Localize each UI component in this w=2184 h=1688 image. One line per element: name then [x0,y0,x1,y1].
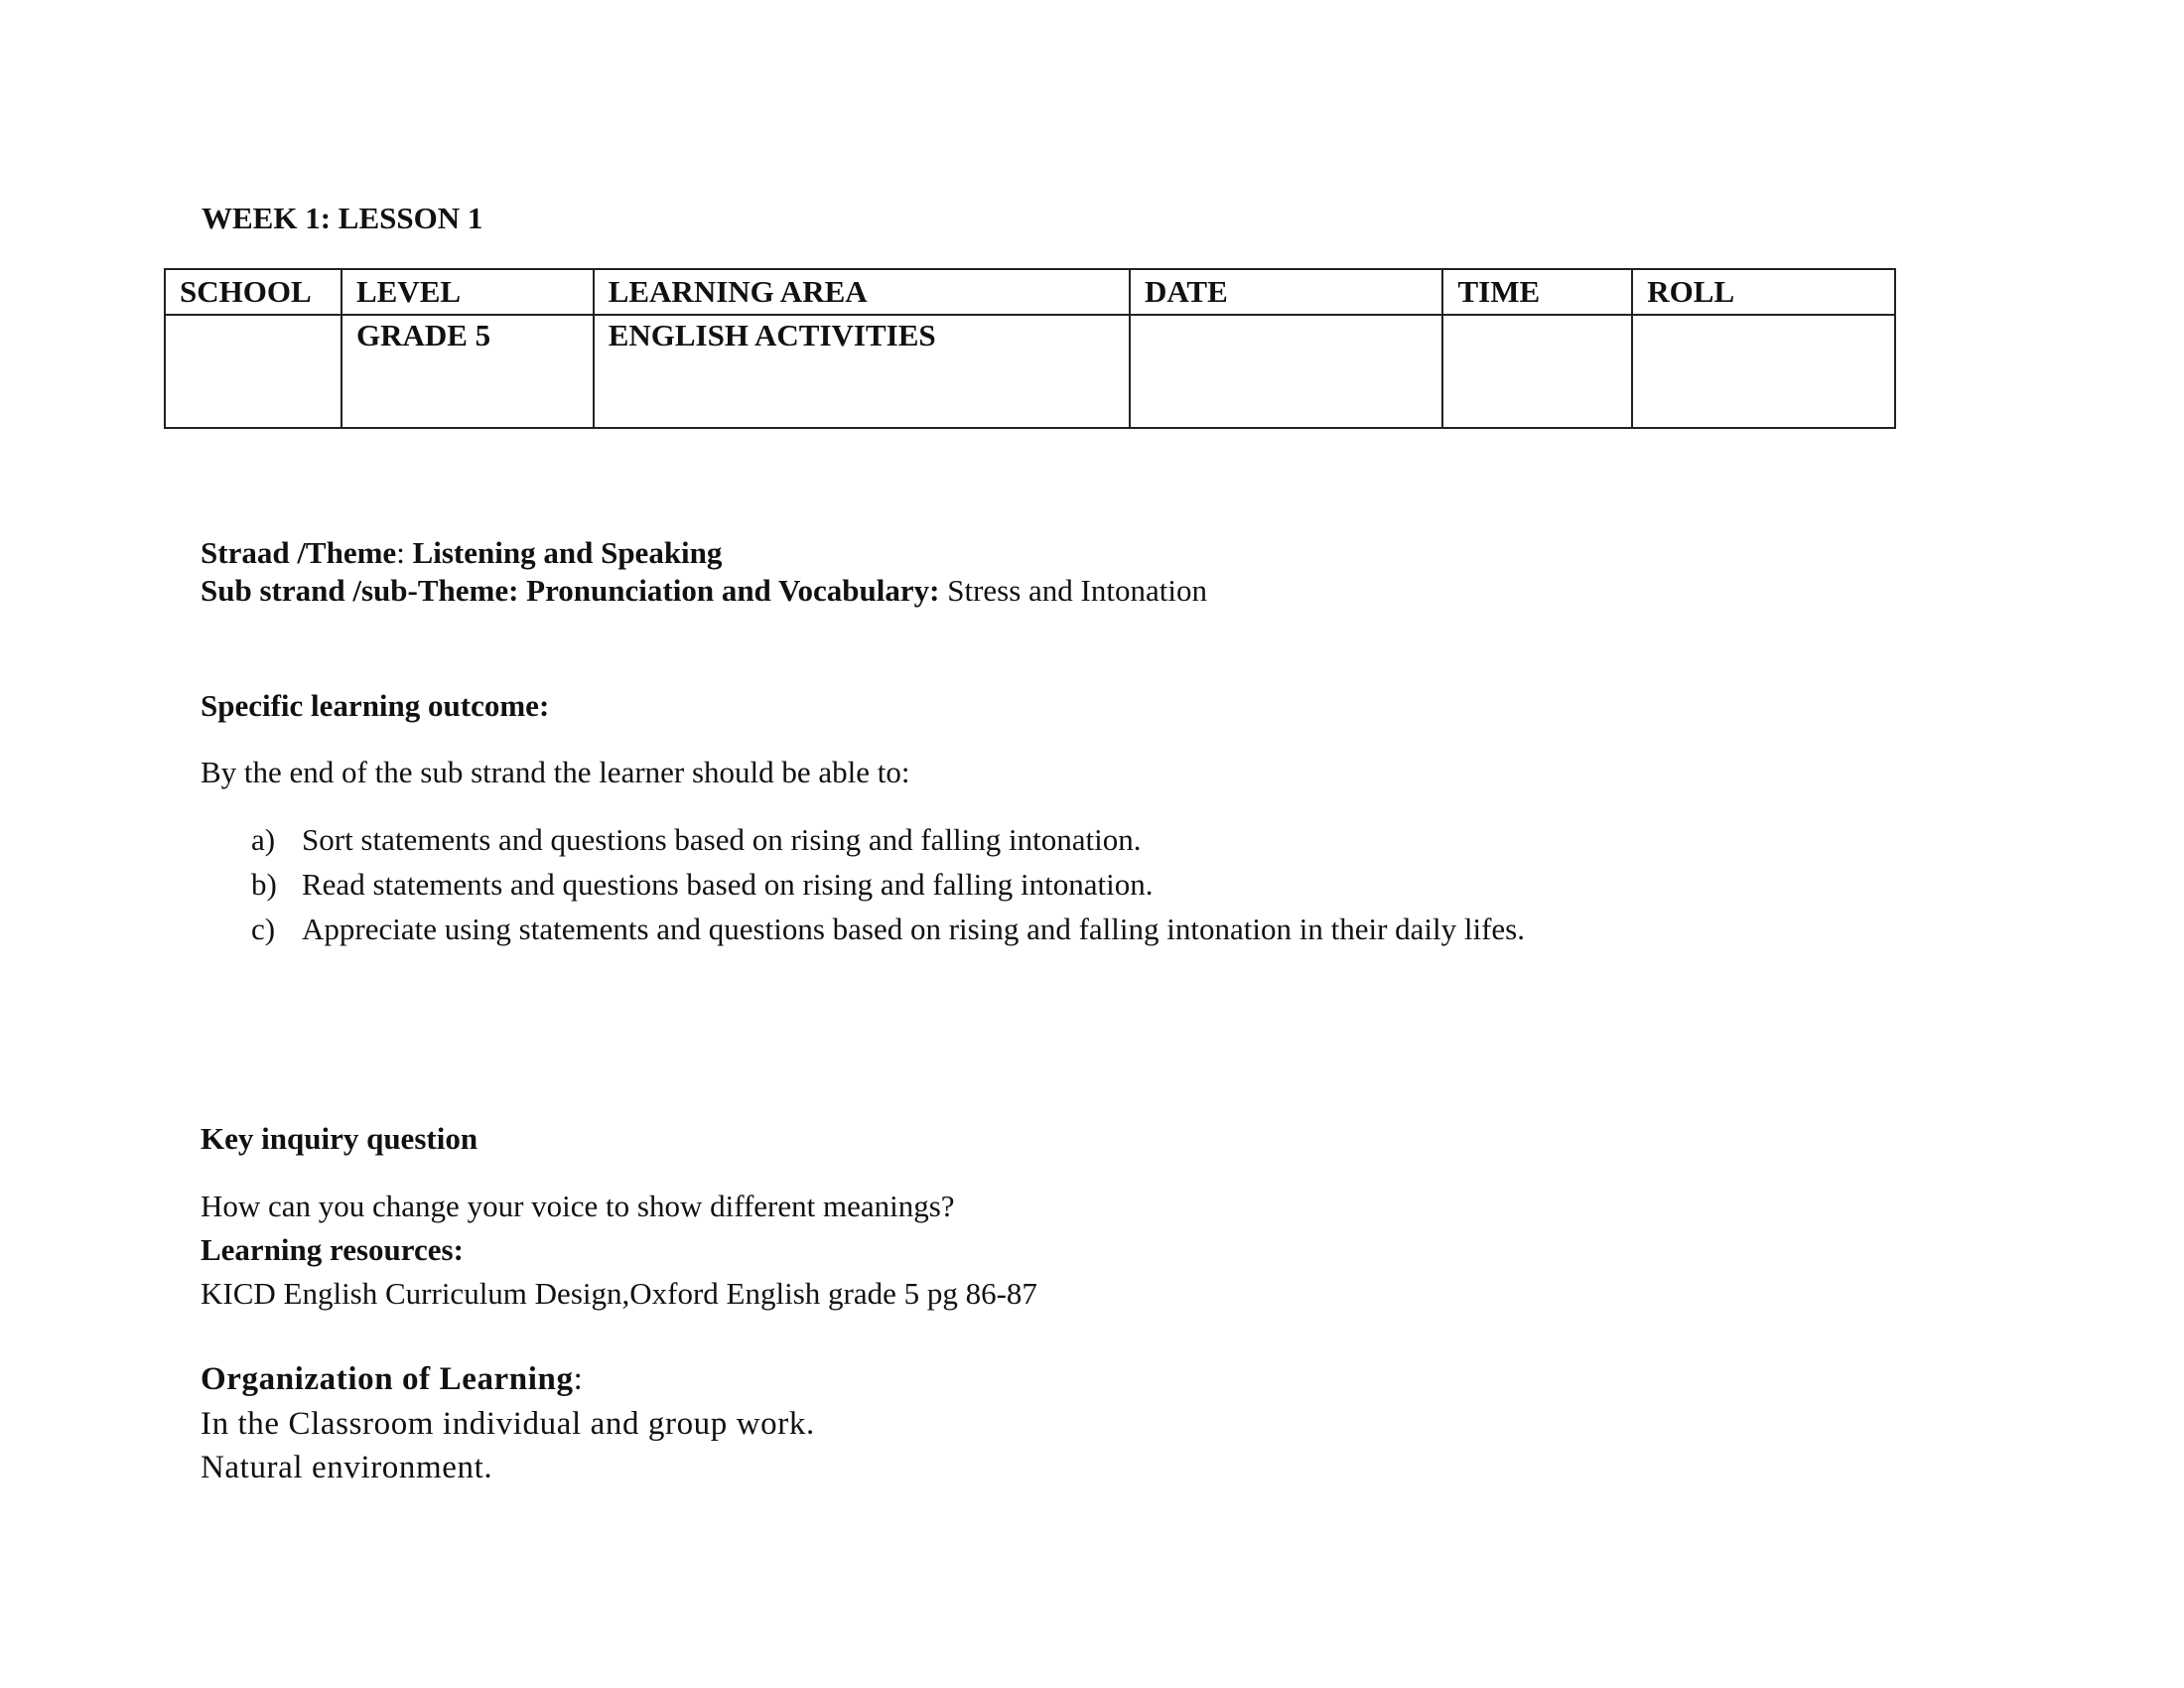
strand-value: Listening and Speaking [404,535,723,570]
outcome-item-b: Read statements and questions based on rising and falling intonation. [302,867,1154,902]
lesson-title: WEEK 1: LESSON 1 [202,201,483,235]
sub-strand-label: Sub strand /sub-Theme: Pronunciation and Vocabulary: [201,573,940,608]
outcome-item-a: Sort statements and questions based on rising and falling intonation. [302,822,1142,857]
outcome-item-c: Appreciate using statements and questions based on rising and falling intonation in their daily lifes. [302,912,1525,946]
organization-heading-line [201,1361,583,1398]
cell-school [165,315,341,428]
outcome-heading: Specific learning outcome: [201,688,550,723]
header-date: DATE [1130,269,1443,315]
organization-line-1: In the Classroom individual and group work. [201,1406,815,1442]
outcome-marker-c: c) [251,912,276,946]
header-learning-area: LEARNING AREA [594,269,1130,315]
cell-learning-area: ENGLISH ACTIVITIES [594,315,1130,428]
cell-roll [1632,315,1895,428]
lesson-info-table [164,268,1896,429]
header-school: SCHOOL [165,269,341,315]
organization-heading: Organization of Learning [201,1361,574,1397]
resources-heading: Learning resources: [201,1232,464,1267]
strand-colon: : [396,535,405,570]
sub-strand-value: Stress and Intonation [939,573,1207,608]
outcome-marker-a: a) [251,822,276,857]
inquiry-heading: Key inquiry question [201,1121,478,1156]
strand-line [201,535,722,571]
sub-strand-line [201,573,1207,609]
inquiry-question: How can you change your voice to show different meanings? [201,1189,955,1223]
organization-line-2: Natural environment. [201,1450,493,1485]
outcome-marker-b: b) [251,867,277,902]
header-roll: ROLL [1632,269,1895,315]
header-time: TIME [1442,269,1632,315]
strand-label: Straad /Theme [201,535,397,570]
table-row [165,315,1895,428]
organization-colon: : [573,1361,584,1397]
cell-time [1442,315,1632,428]
resources-text: KICD English Curriculum Design,Oxford English grade 5 pg 86-87 [201,1276,1037,1311]
cell-date [1130,315,1443,428]
header-level: LEVEL [341,269,594,315]
cell-level: GRADE 5 [341,315,594,428]
outcome-intro: By the end of the sub strand the learner should be able to: [201,755,910,789]
table-header-row [165,269,1895,315]
